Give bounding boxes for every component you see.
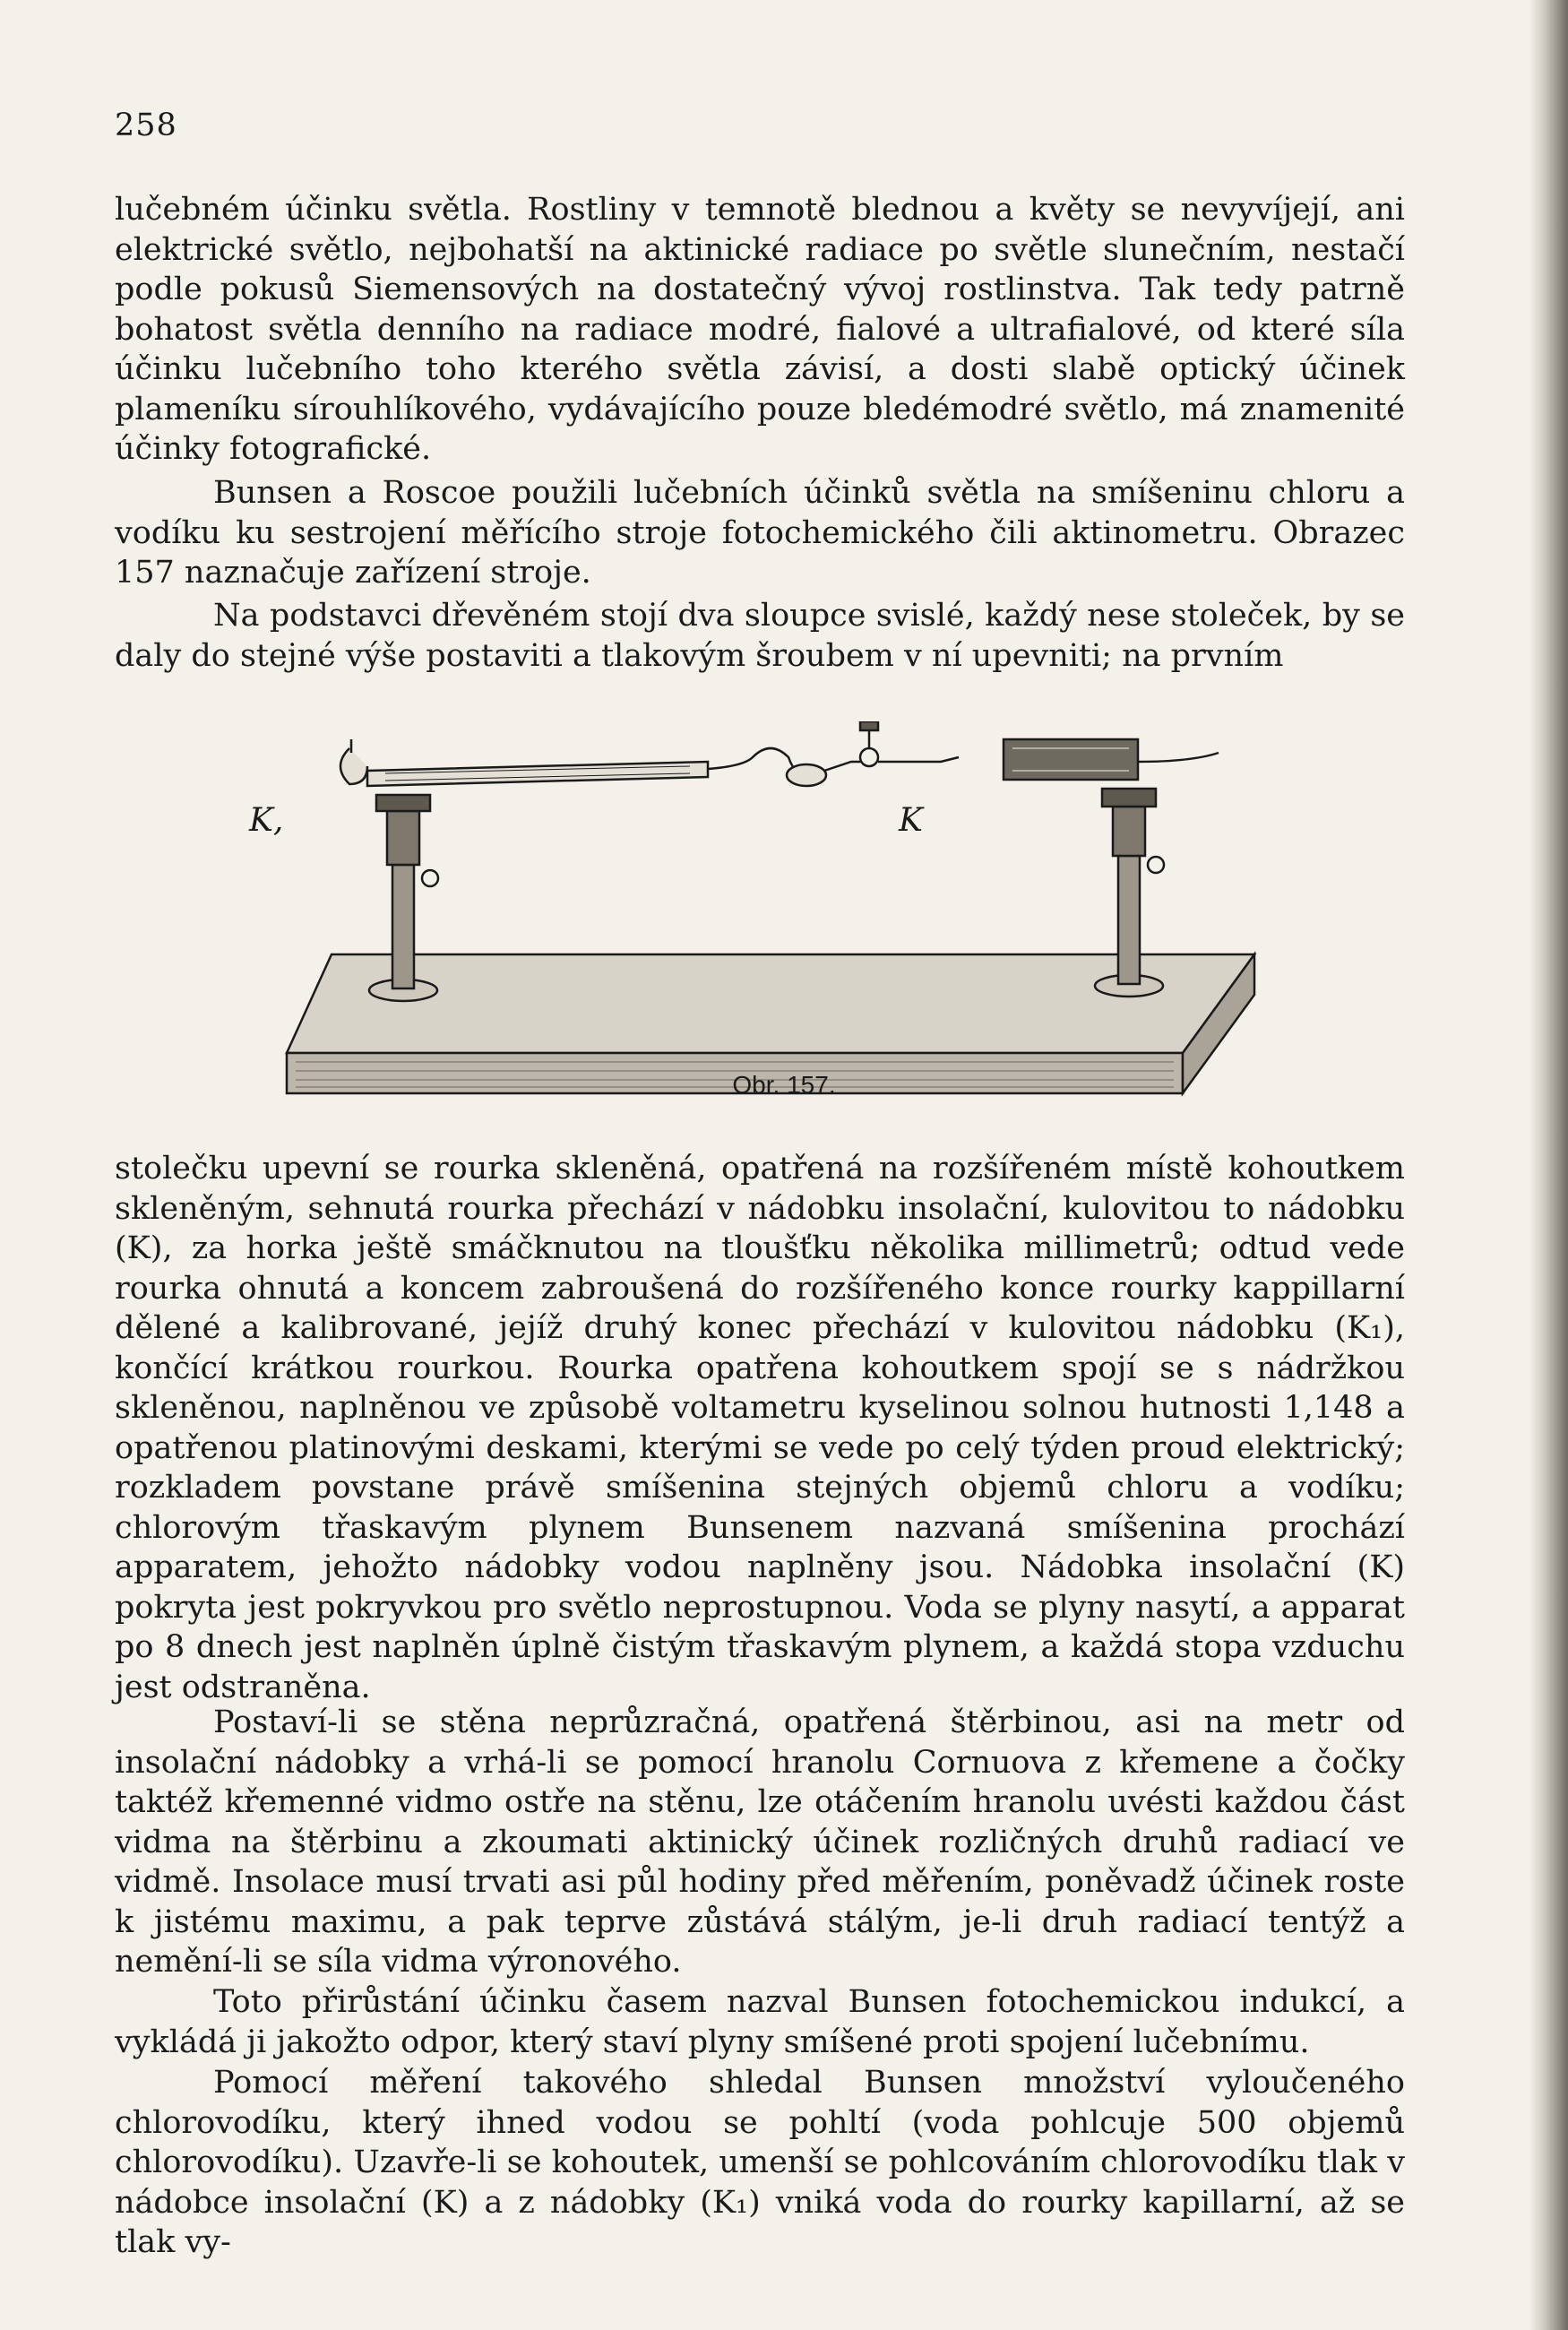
paragraph-6: Toto přirůstání účinku časem nazval Bunsen fotochemickou indukcí, a vykládá ji jakožto odpor, který staví plyny smíšené proti spojení lučebnímu. bbox=[115, 1984, 1405, 2060]
paragraph-1: lučebném účinku světla. Rostliny v temnotě blednou a květy se nevyvíjejí, ani elektrické světlo, nejbohatší na aktinické radiace po světle slunečním, nestačí podle pokusů Siemensových na dostatečný vývoj rostlinstva. Tak tedy patrně bohatost světla denního na radiace modré, fialové a ultrafialové, od které síla účinku lučebního toho kterého světla závisí, a dosti slabě optický účinek plameníku sírouhlíkového, vydávajícího pouze bledémodré světlo, má znamenité účinky fotografické. bbox=[115, 192, 1405, 467]
paragraph-4: stolečku upevní se rourka skleněná, opatřená na rozšířeném místě kohoutkem skleněným, sehnutá rourka přechází v nádobku insolační, kulovitou to nádobku (K), za horka ještě smáčknutou na tloušťku několika millimetrů; odtud vede rourka ohnutá a koncem zabroušená do rozšířeného konce rourky kappillarní dělené a kalibrované, jejíž druhý konec přechází v kulovitou nádobku (K₁), končící krátkou rourkou. Rourka opatřena kohoutkem spojí se s nádržkou skleněnou, naplněnou ve způsobě voltametru kyselinou solnou hutnosti 1,148 a opatřenou platinovými deskami, kterými se vede po celý týden proud elektrický; rozkladem povstane právě smíšenina stejných objemů chloru a vodíku; chlorovým třaskavým plynem Bunsenem nazvaná smíšenina prochází apparatem, jehožto nádobky vodou naplněny jsou. Nádobka insolační (K) pokryta jest pokryvkou pro světlo neprostupnou. Voda se plyny nasytí, a apparat po 8 dnech jest naplněn úplně čistým třaskavým plynem, a každá stopa vzduchu jest odstraněna. bbox=[115, 1151, 1405, 1705]
paragraph-3: Na podstavci dřevěném stojí dva sloupce svislé, každý nese stoleček, by se daly do stejné výše postaviti a tlakovým šroubem v ní upevniti; na prvním bbox=[115, 598, 1405, 674]
scan-page-edge bbox=[1529, 0, 1568, 2330]
paragraph-7: Pomocí měření takového shledal Bunsen množství vyloučeného chlorovodíku, který ihned vodou se pohltí (voda pohlcuje 500 objemů chlorovodíku). Uzavře-li se kohoutek, umenší se pohlcováním chlorovodíku tlak v nádobce insolační (K) a z nádobky (K₁) vniká voda do rourky kapillarní, až se tlak vy- bbox=[115, 2065, 1405, 2260]
actinometer-apparatus-illustration bbox=[242, 721, 1299, 1116]
figure-label-k1: K, bbox=[249, 802, 284, 839]
paragraph-2: Bunsen a Roscoe použili lučebních účinků světla na smíšeninu chloru a vodíku ku sestrojení měřícího stroje fotochemického čili aktinometru. Obrazec 157 naznačuje zařízení stroje. bbox=[115, 475, 1405, 591]
paragraph-5: Postaví-li se stěna neprůzračná, opatřená štěrbinou, asi na metr od insolační nádobky a vrhá-li se pomocí hranolu Cornuova z křemene a čočky taktéž křemenné vidmo ostře na stěnu, lze otáčením hranolu uvésti každou část vidma na štěrbinu a zkoumati aktinický účinek rozličných druhů radiací ve vidmě. Insolace musí trvati asi půl hodiny před měřením, poněvadž účinek roste k jistému maximu, a pak teprve zůstává stálým, je-li druh radiací tentýž a nemění-li se síla vidma výronového. bbox=[115, 1704, 1405, 1980]
page-number: 258 bbox=[115, 108, 177, 143]
figure-label-k: K bbox=[899, 802, 923, 839]
figure-caption: Obr. 157. bbox=[732, 1071, 836, 1099]
